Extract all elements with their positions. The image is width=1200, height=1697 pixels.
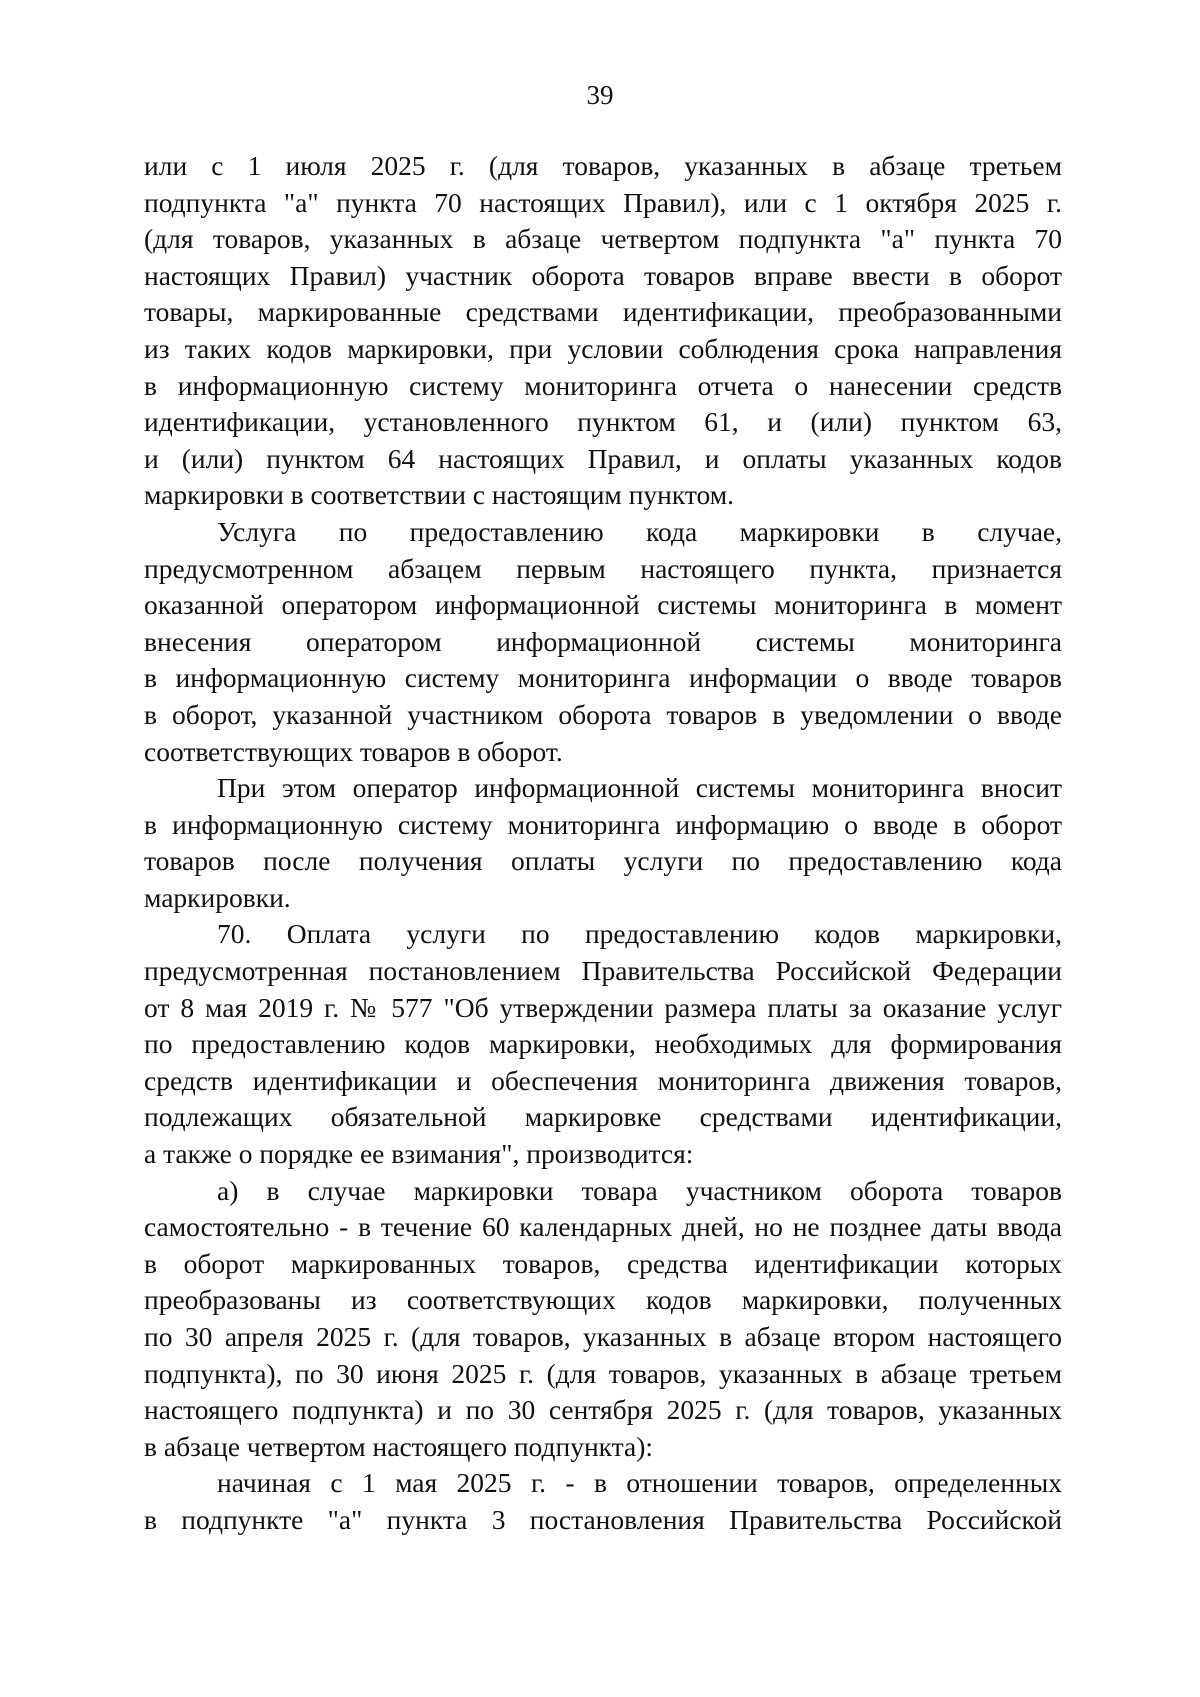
paragraph-service-recognition xyxy=(144,514,1062,770)
text-line: предусмотренная постановлением Правительства Российской Федерации xyxy=(144,955,1062,987)
text-line: соответствующих товаров в оборот. xyxy=(144,735,563,767)
paragraph-item-70 xyxy=(144,916,1062,1172)
page-number: 39 xyxy=(586,80,614,110)
text-line: в абзаце четвертом настоящего подпункта): xyxy=(144,1430,654,1462)
text-line: в подпункте "а" пункта 3 постановления Правительства Российской xyxy=(144,1503,1062,1535)
text-line: или с 1 июля 2025 г. (для товаров, указанных в абзаце третьем xyxy=(144,150,1062,181)
text-line: настоящих Правил) участник оборота товаров вправе ввести в оборот xyxy=(144,259,1062,291)
text-line: При этом оператор информационной системы мониторинга вносит xyxy=(217,772,1062,804)
text-line: в оборот, указанной участником оборота товаров в уведомлении о вводе xyxy=(144,698,1062,730)
text-line: подлежащих обязательной маркировке средствами идентификации, xyxy=(144,1101,1062,1133)
text-line: от 8 мая 2019 г. № 577 "Об утверждении размера платы за оказание услуг xyxy=(144,991,1062,1023)
text-line: в информационную систему мониторинга информацию о вводе в оборот xyxy=(144,808,1062,840)
text-line: начиная с 1 мая 2025 г. - в отношении товаров, определенных xyxy=(217,1467,1062,1499)
text-line: и (или) пунктом 64 настоящих Правил, и оплаты указанных кодов xyxy=(144,442,1062,474)
text-line: внесения оператором информационной системы мониторинга xyxy=(144,625,1062,657)
text-line: маркировки в соответствии с настоящим пунктом. xyxy=(144,479,735,511)
text-line: средств идентификации и обеспечения мониторинга движения товаров, xyxy=(144,1064,1062,1096)
text-line: подпункта "а" пункта 70 настоящих Правил), или с 1 октября 2025 г. xyxy=(144,186,1062,218)
text-line: товары, маркированные средствами идентификации, преобразованными xyxy=(144,296,1062,328)
paragraph-subitem-a xyxy=(144,1173,1062,1466)
paragraph-continuation xyxy=(144,148,1062,514)
text-line: предусмотренном абзацем первым настоящего пункта, признается xyxy=(144,552,1062,584)
text-line: преобразованы из соответствующих кодов маркировки, полученных xyxy=(144,1284,1062,1316)
text-line: товаров после получения оплаты услуги по предоставлению кода xyxy=(144,845,1062,877)
text-line: настоящего подпункта) и по 30 сентября 2025 г. (для товаров, указанных xyxy=(144,1394,1062,1426)
text-line: 70. Оплата услуги по предоставлению кодов маркировки, xyxy=(217,918,1062,950)
paragraph-starting-may xyxy=(144,1465,1062,1538)
text-line: в оборот маркированных товаров, средства идентификации которых xyxy=(144,1247,1062,1279)
text-line: подпункта), по 30 июня 2025 г. (для товаров, указанных в абзаце третьем xyxy=(144,1357,1062,1389)
text-line: по предоставлению кодов маркировки, необходимых для формирования xyxy=(144,1028,1062,1060)
text-line: по 30 апреля 2025 г. (для товаров, указанных в абзаце втором настоящего xyxy=(144,1321,1062,1352)
text-line: в информационную систему мониторинга информации о вводе товаров xyxy=(144,662,1062,694)
paragraph-operator-entry xyxy=(144,770,1062,916)
text-line: идентификации, установленного пунктом 61, и (или) пунктом 63, xyxy=(144,406,1062,438)
text-line: оказанной оператором информационной системы мониторинга в момент xyxy=(144,589,1062,621)
text-line: из таких кодов маркировки, при условии соблюдения срока направления xyxy=(144,332,1062,364)
text-line: (для товаров, указанных в абзаце четвертом подпункта "а" пункта 70 xyxy=(144,223,1062,255)
text-line: а) в случае маркировки товара участником оборота товаров xyxy=(217,1174,1062,1206)
text-line: а также о порядке ее взимания", производится: xyxy=(144,1138,694,1170)
text-line: маркировки. xyxy=(144,881,291,913)
text-line: в информационную систему мониторинга отчета о нанесении средств xyxy=(144,369,1062,401)
document-body xyxy=(144,148,1062,1539)
text-line: самостоятельно - в течение 60 календарных дней, но не позднее даты ввода xyxy=(144,1211,1062,1243)
text-line: Услуга по предоставлению кода маркировки в случае, xyxy=(217,515,1062,547)
